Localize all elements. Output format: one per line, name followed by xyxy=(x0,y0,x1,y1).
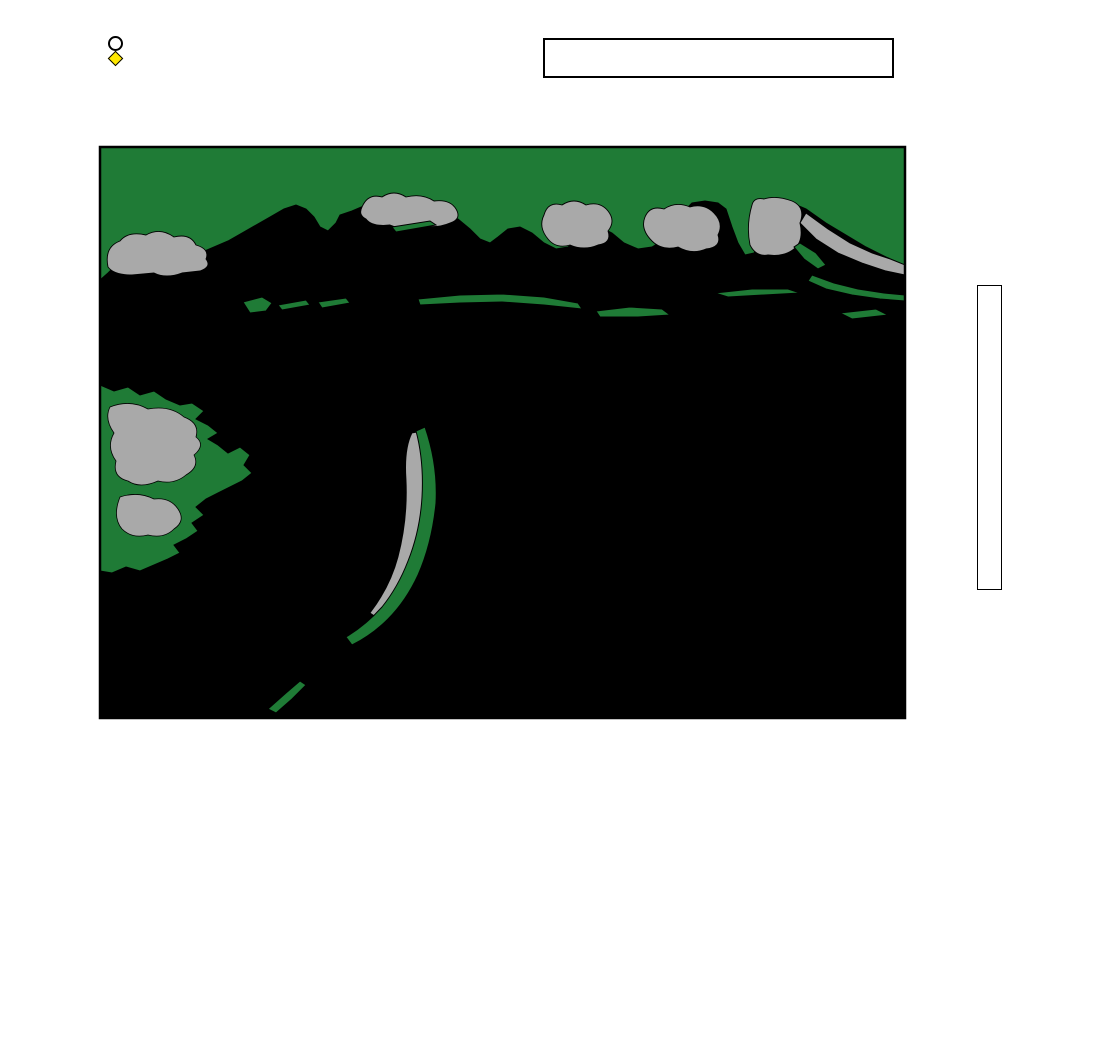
map-svg xyxy=(52,119,957,769)
vector-scale-svg xyxy=(545,40,892,76)
usm-circle-icon xyxy=(105,36,125,51)
legend-item-ndbc xyxy=(105,51,125,66)
colorbar xyxy=(977,285,1002,590)
ndbc-diamond-icon xyxy=(105,53,125,64)
vector-scale-box xyxy=(543,38,894,78)
legend-item-usm xyxy=(105,36,125,51)
biloxi-bay-flat xyxy=(542,201,612,248)
marker-legend xyxy=(105,36,125,66)
